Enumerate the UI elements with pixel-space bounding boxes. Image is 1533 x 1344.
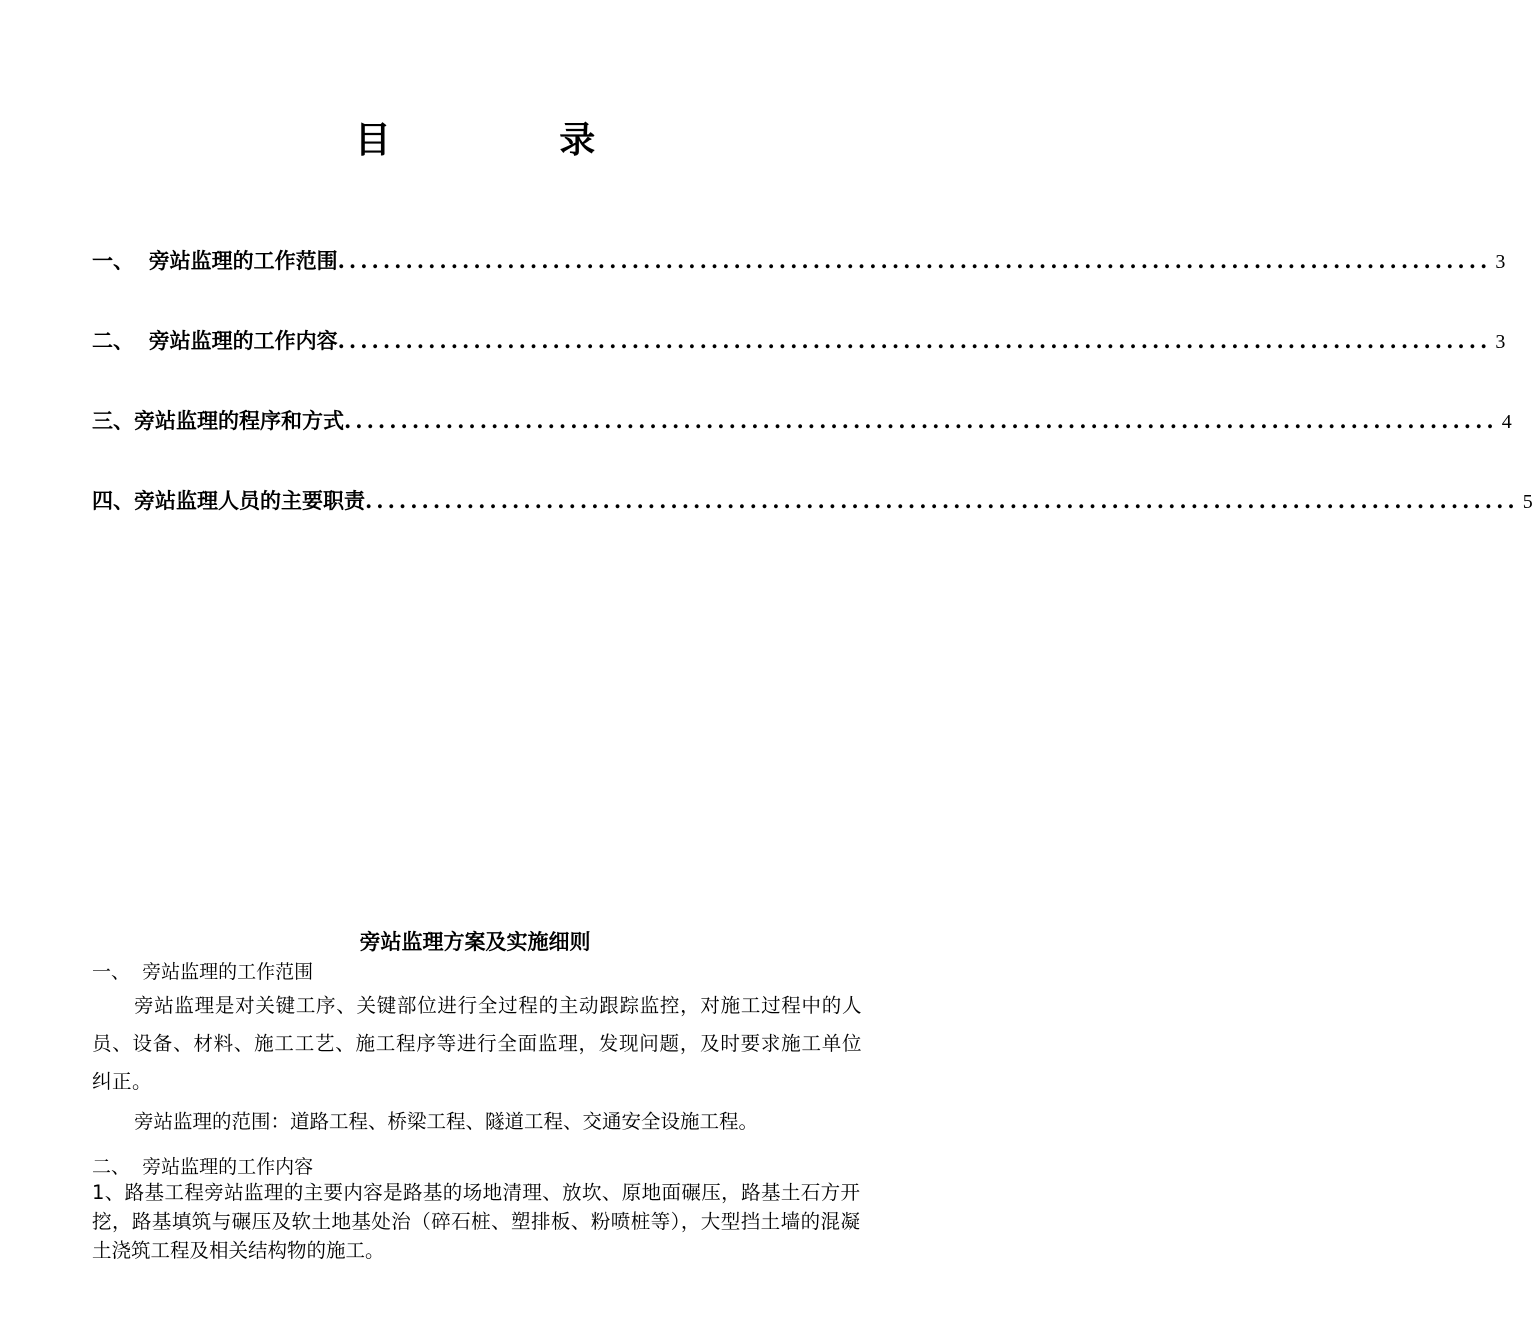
paragraph: 1、路基工程旁站监理的主要内容是路基的场地清理、放坎、原地面碾压，路基土石方开挖，路基填筑与碾压及软土地基处治（碎石桩、塑排板、粉喷桩等），大型挡土墙的混凝土浇筑工程及相关结构物的施工。	[92, 1181, 860, 1262]
section-heading: 一、 旁站监理的工作范围	[92, 961, 314, 983]
toc-entry-page: 4	[1501, 411, 1512, 433]
toc-dot-leader: ......................................................................................................	[365, 488, 1519, 513]
toc-dot-leader: ......................................................................................................	[337, 328, 1492, 353]
toc-dot-leader: ......................................................................................................	[337, 248, 1492, 273]
paragraph: 旁站监理是对关键工序、关键部位进行全过程的主动跟踪监控，对施工过程中的人员、设备、材料、施工工艺、施工程序等进行全面监理，发现问题，及时要求施工单位纠正。	[92, 994, 862, 1093]
toc-title: 目 录	[354, 119, 674, 161]
paragraph: 旁站监理的范围：道路工程、桥梁工程、隧道工程、交通安全设施工程。	[134, 1110, 759, 1133]
toc-entry[interactable]	[92, 405, 1512, 435]
toc-entry-page: 5	[1522, 491, 1533, 513]
document-title: 旁站监理方案及实施细则	[359, 930, 591, 954]
toc-entry[interactable]	[92, 485, 1533, 515]
toc-entry-text: 旁站监理的工作内容	[148, 328, 338, 353]
toc-entry-number: 二、	[92, 328, 149, 353]
toc-entry-number: 四、	[92, 488, 134, 513]
toc-entry-text: 旁站监理的工作范围	[148, 248, 338, 273]
toc-entry-text: 旁站监理人员的主要职责	[134, 488, 365, 513]
toc-entry[interactable]	[92, 245, 1506, 275]
section-heading: 二、 旁站监理的工作内容	[92, 1156, 314, 1178]
toc-entry-page: 3	[1495, 331, 1506, 353]
toc-entry-number: 三、	[92, 408, 134, 433]
toc-entry-number: 一、	[92, 248, 149, 273]
toc-entry-text: 旁站监理的程序和方式	[134, 408, 344, 433]
toc-entry-page: 3	[1495, 251, 1506, 273]
toc-dot-leader: ......................................................................................................	[344, 408, 1498, 433]
toc-entry[interactable]	[92, 325, 1506, 355]
